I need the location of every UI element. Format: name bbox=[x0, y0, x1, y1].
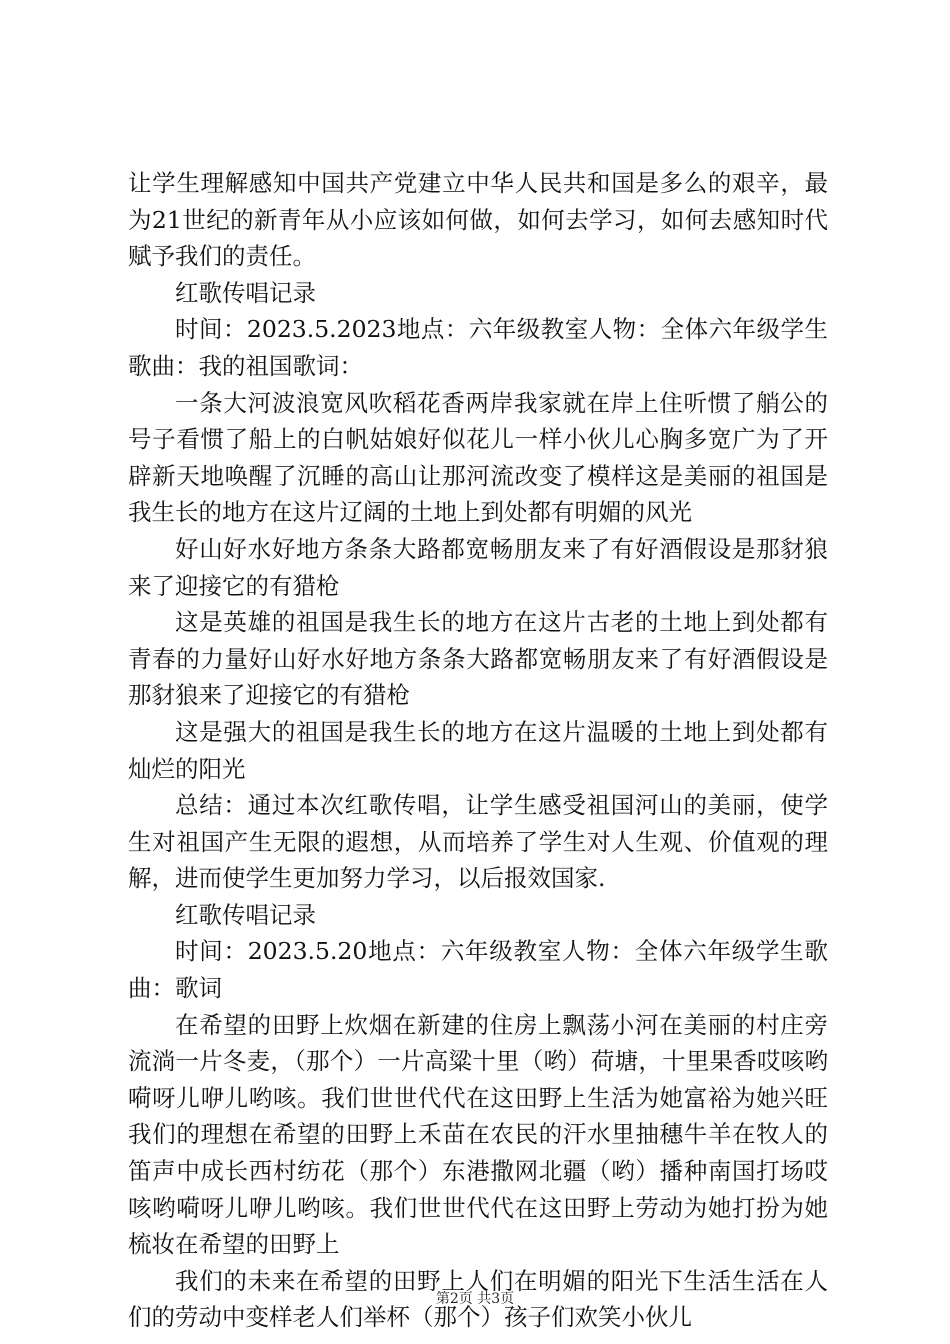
lyrics-paragraph: 这是强大的祖国是我生长的地方在这片温暖的土地上到处都有灿烂的阳光 bbox=[128, 717, 828, 783]
record-info: 时间：2023.5.20地点：六年级教室人物：全体六年级学生歌曲：歌词 bbox=[128, 937, 828, 1003]
page-number: 第2页 共3页 bbox=[435, 1291, 515, 1307]
lyrics-paragraph: 好山好水好地方条条大路都宽畅朋友来了有好酒假设是那豺狼来了迎接它的有猎枪 bbox=[128, 534, 828, 600]
paragraph: 让学生理解感知中国共产党建立中华人民共和国是多么的艰辛，最为21世纪的新青年从小应该如何做，如何去学习，如何去感知时代赋予我们的责任。 bbox=[128, 169, 828, 271]
section-heading: 红歌传唱记录 bbox=[175, 900, 316, 929]
section-heading: 红歌传唱记录 bbox=[175, 278, 316, 307]
record-info: 时间：2023.5.2023地点：六年级教室人物：全体六年级学生歌曲：我的祖国歌词： bbox=[128, 315, 828, 380]
lyrics-paragraph: 在希望的田野上炊烟在新建的住房上飘荡小河在美丽的村庄旁流淌一片冬麦，（那个）一片高粱十里（哟）荷塘，十里果香哎咳哟嗬呀儿咿儿哟咳。我们世世代代在这田野上生活为她富裕为她兴旺我们的理想在希望的田野上禾苗在农民的汗水里抽穗牛羊在牧人的笛声中成长西村纺花（那个）东港撒网北疆（哟）播种南国打场哎咳哟嗬呀儿咿儿哟咳。我们世世代代在这田野上劳动为她打扮为她梳妆在希望的田野上 bbox=[128, 1010, 828, 1259]
document-body bbox=[128, 165, 828, 1336]
summary-paragraph: 总结：通过本次红歌传唱，让学生感受祖国河山的美丽，使学生对祖国产生无限的遐想，从而培养了学生对人生观、价值观的理解，进而使学生更加努力学习，以后报效国家. bbox=[128, 791, 828, 893]
lyrics-paragraph: 一条大河波浪宽风吹稻花香两岸我家就在岸上住听惯了艄公的号子看惯了船上的白帆姑娘好似花儿一样小伙儿心胸多宽广为了开辟新天地唤醒了沉睡的高山让那河流改变了模样这是美丽的祖国是我生长的地方在这片辽阔的土地上到处都有明媚的风光 bbox=[128, 388, 828, 527]
lyrics-paragraph: 我们的未来在希望的田野上人们在明媚的阳光下生活生活在人们的劳动中变样老人们举杯（那个）孩子们欢笑小伙儿 bbox=[128, 1266, 828, 1332]
lyrics-paragraph: 这是英雄的祖国是我生长的地方在这片古老的土地上到处都有青春的力量好山好水好地方条条大路都宽畅朋友来了有好酒假设是那豺狼来了迎接它的有猎枪 bbox=[128, 608, 828, 710]
